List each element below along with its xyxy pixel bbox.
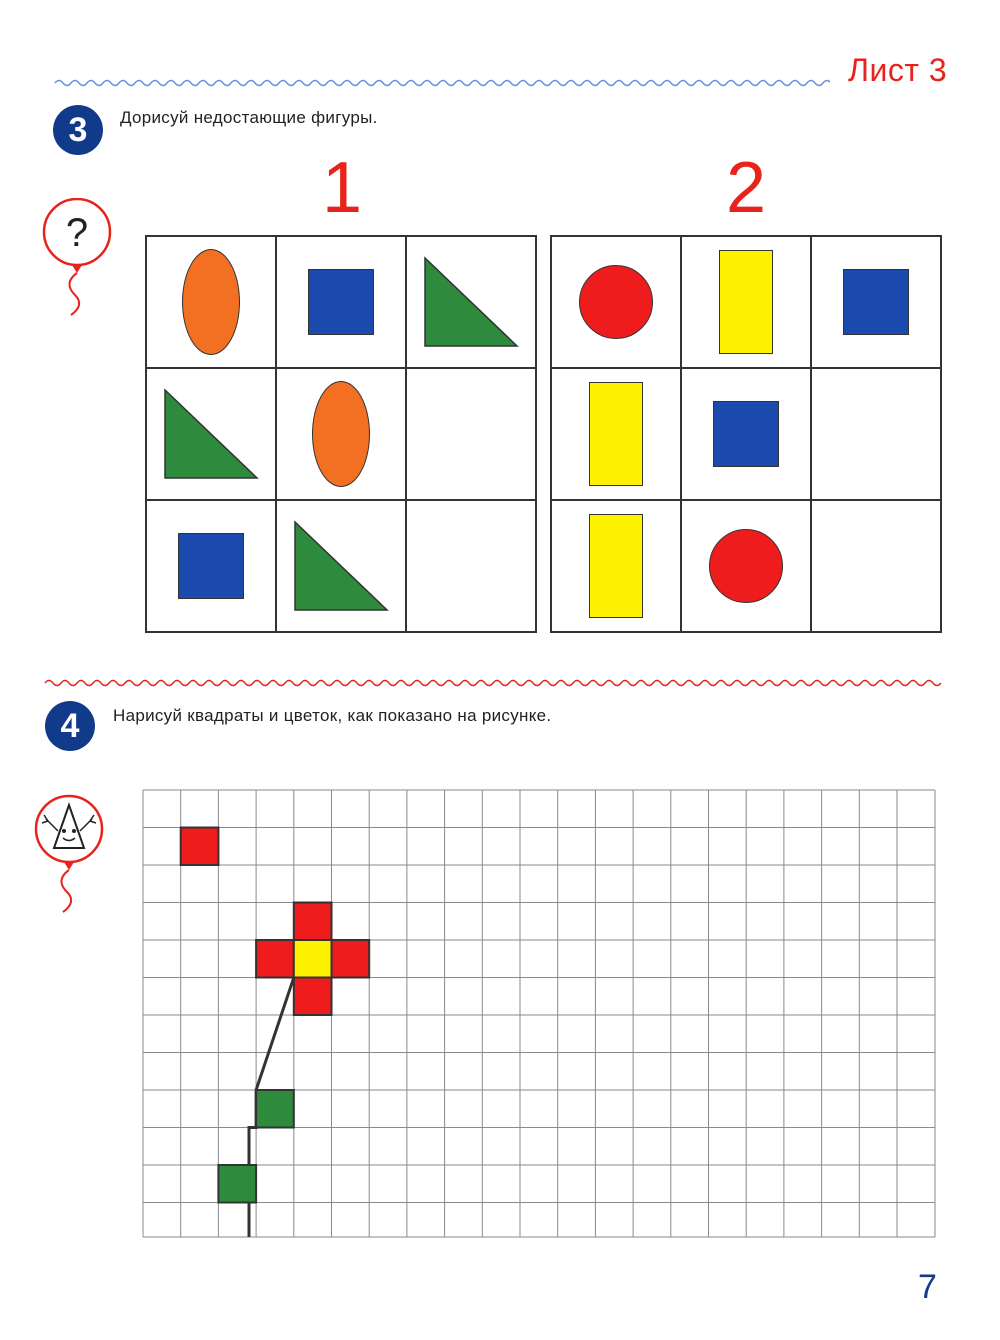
grid-2-cell [551, 236, 681, 368]
drawing-grid[interactable] [138, 788, 938, 1240]
flower-petal-bottom [294, 978, 332, 1016]
flower-center [294, 940, 332, 978]
grid-1-cell [276, 236, 406, 368]
grid-2-row [551, 236, 941, 368]
grid-1-cell [146, 368, 276, 500]
red-circle [709, 529, 783, 603]
grid-1-cell [276, 368, 406, 500]
grid-2-label: 2 [726, 148, 767, 228]
grid-1-cell [276, 500, 406, 632]
grid-2-empty-cell[interactable] [811, 368, 941, 500]
orange-oval [182, 249, 240, 355]
yellow-rectangle [719, 250, 773, 354]
grid-2-cell [681, 236, 811, 368]
page-number: 7 [918, 1268, 937, 1306]
blue-square [308, 269, 374, 335]
blue-square [713, 401, 779, 467]
grid-lines [143, 790, 935, 1237]
blue-square [178, 533, 244, 599]
green-leaf-square [256, 1090, 294, 1128]
yellow-rectangle [589, 514, 643, 618]
flower-petal-left [256, 940, 294, 978]
green-leaf-square [218, 1165, 256, 1203]
red-square [181, 828, 219, 866]
grid-1-cell [406, 236, 536, 368]
flower-petal-right [332, 940, 370, 978]
question-mark: ? [65, 211, 89, 255]
top-wavy-divider [0, 76, 830, 90]
grid-1-cell [146, 236, 276, 368]
grid-2-cell [551, 368, 681, 500]
grid-2-cell [551, 500, 681, 632]
grid-1-row [146, 236, 536, 368]
grid-2-row [551, 500, 941, 632]
shape-grid-2 [550, 235, 942, 633]
shape-grid-1 [145, 235, 537, 633]
green-triangle [161, 386, 261, 482]
task-4-badge: 4 [45, 701, 95, 751]
grid-2-row [551, 368, 941, 500]
grid-1-empty-cell[interactable] [406, 368, 536, 500]
question-balloon-icon [40, 198, 116, 318]
green-triangle [421, 254, 521, 350]
task-3-badge: 3 [53, 105, 103, 155]
grid-2-empty-cell[interactable] [811, 500, 941, 632]
sheet-title: Лист 3 [848, 52, 948, 88]
green-triangle [291, 518, 391, 614]
red-circle [579, 265, 653, 339]
grid-2-cell [681, 368, 811, 500]
grid-2-cell [681, 500, 811, 632]
blue-square [843, 269, 909, 335]
grid-1-label: 1 [322, 148, 363, 228]
triangle-face-balloon-icon [32, 793, 112, 915]
task-3-instruction: Дорисуй недостающие фигуры. [120, 108, 378, 127]
grid-1-row [146, 500, 536, 632]
yellow-rectangle [589, 382, 643, 486]
grid-1-empty-cell[interactable] [406, 500, 536, 632]
grid-1-cell [146, 500, 276, 632]
task-4-instruction: Нарисуй квадраты и цветок, как показано на рисунке. [113, 706, 552, 725]
grid-1-row [146, 368, 536, 500]
grid-2-cell [811, 236, 941, 368]
middle-wavy-divider [0, 676, 960, 690]
flower-petal-top [294, 903, 332, 941]
orange-oval [312, 381, 370, 487]
